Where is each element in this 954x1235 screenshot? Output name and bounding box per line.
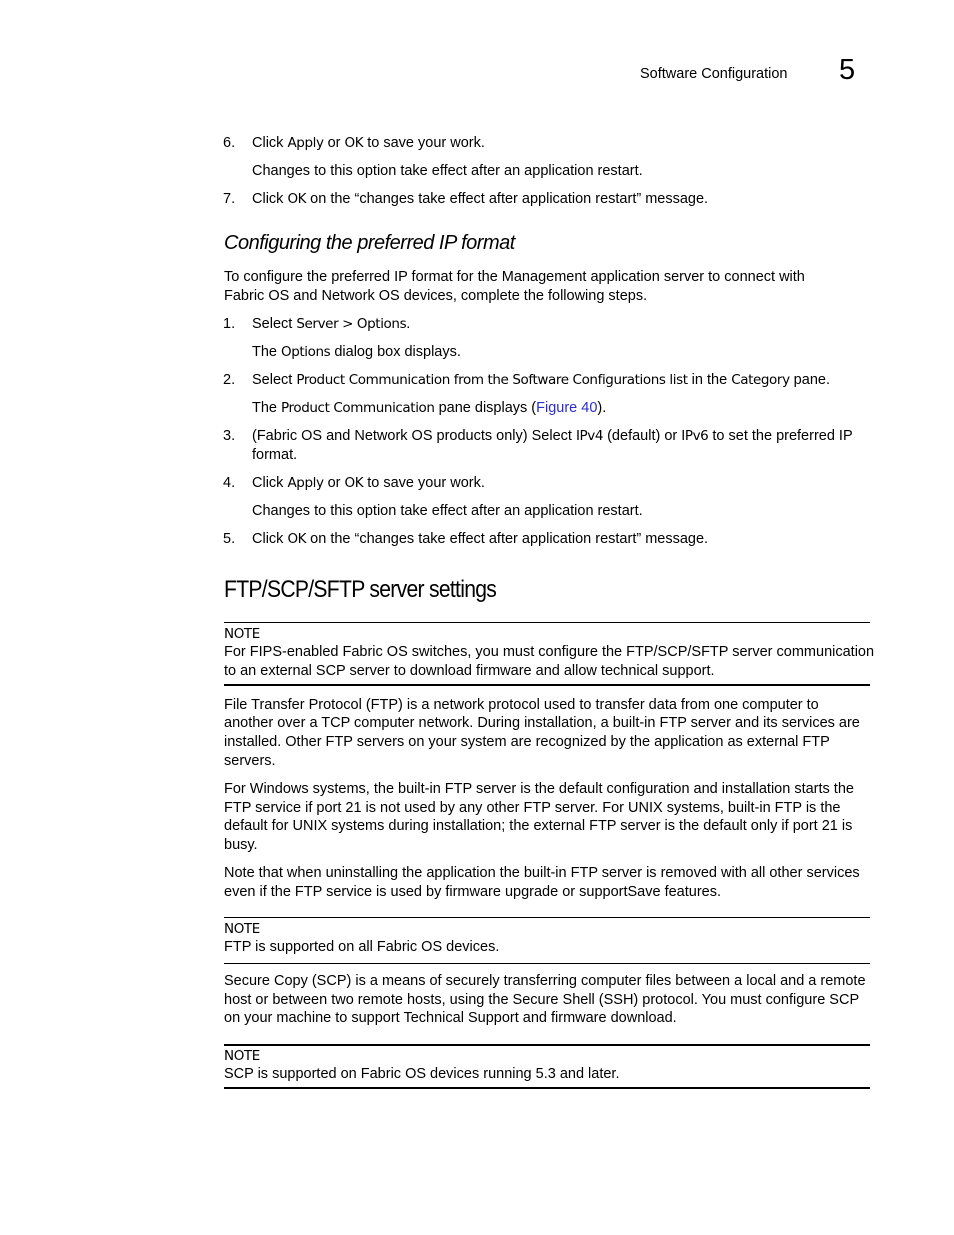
step-number: 5. [223, 531, 236, 547]
ipv6-ui-label: IPv6 [681, 428, 709, 444]
step-number: 7. [223, 191, 236, 207]
step-number: 6. [223, 135, 236, 151]
apply-ui-label: Apply [287, 135, 324, 151]
category-ui-label: Category [731, 372, 790, 388]
ftp-paragraph-line: installed. Other FTP servers on your system are recognized by the application as external FTP [224, 734, 830, 750]
scp-paragraph-line: Secure Copy (SCP) is a means of securely transferring computer files between a local and a remote [224, 973, 866, 989]
note-label: NOTE [224, 626, 260, 642]
server-options-menu-label: Server > Options [296, 316, 407, 332]
note-scp-support [224, 1044, 870, 1092]
section-heading-ip-format: Configuring the preferred IP format [224, 232, 515, 254]
note-text-line: to an external SCP server to download firmware and allow technical support. [224, 663, 715, 679]
ipv4-ui-label: IPv4 [575, 428, 604, 444]
ftp-paragraph-line: servers. [224, 753, 276, 769]
ftp-paragraph-line: another over a TCP computer network. During installation, a built-in FTP server and its services are [224, 715, 860, 731]
note-fips [224, 622, 875, 688]
scp-paragraph-line: on your machine to support Technical Support and firmware download. [224, 1010, 677, 1026]
ok-ui-label: OK [287, 531, 307, 547]
chapter-number: 5 [839, 54, 856, 86]
note-text-line: SCP is supported on Fabric OS devices running 5.3 and later. [224, 1066, 620, 1082]
note-text-line: FTP is supported on all Fabric OS devices. [224, 939, 500, 955]
product-communication-ui-label: Product Communication [281, 400, 435, 416]
ok-ui-label: OK [344, 475, 364, 491]
step-number: 1. [223, 316, 236, 332]
apply-ui-label: Apply [287, 475, 324, 491]
windows-paragraph-line: For Windows systems, the built-in FTP server is the default configuration and installation starts the [224, 781, 854, 797]
intro-paragraph-line: To configure the preferred IP format for the Management application server to connect with [224, 269, 805, 285]
section-heading-ftp: FTP/SCP/SFTP server settings [224, 576, 497, 603]
note-top-rule [224, 1044, 870, 1046]
ok-ui-label: OK [344, 135, 364, 151]
windows-paragraph-line: FTP service if port 21 is not used by any other FTP server. For UNIX systems, built-in FTP is the [224, 800, 841, 816]
note-text-line: For FIPS-enabled Fabric OS switches, you must configure the FTP/SCP/SFTP server communication [224, 644, 875, 660]
running-header-title: Software Configuration [640, 66, 788, 82]
figure-40-link[interactable]: Figure 40 [536, 400, 598, 416]
note-top-rule [224, 917, 870, 918]
note-bottom-rule [224, 963, 870, 964]
note-top-rule [224, 622, 870, 623]
product-communication-ui-label: Product Communication from the Software Configurations list [296, 372, 688, 388]
note-ftp-support [224, 917, 870, 967]
windows-paragraph-line: default for UNIX systems during installation; the external FTP server is the default only if port 21 is [224, 818, 853, 834]
options-ui-label: Options [281, 344, 331, 360]
step-number: 2. [223, 372, 236, 388]
note-label: NOTE [224, 1048, 260, 1064]
uninstall-paragraph-line: Note that when uninstalling the application the built-in FTP server is removed with all other services [224, 865, 860, 881]
note-bottom-rule [224, 1087, 870, 1089]
scp-paragraph-line: host or between two remote hosts, using the Secure Shell (SSH) protocol. You must configure SCP [224, 992, 860, 1008]
intro-paragraph-line: Fabric OS and Network OS devices, complete the following steps. [224, 288, 648, 304]
ftp-paragraph-line: File Transfer Protocol (FTP) is a network protocol used to transfer data from one computer to [224, 697, 819, 713]
windows-paragraph-line: busy. [224, 837, 258, 853]
note-label: NOTE [224, 921, 260, 937]
step-number: 3. [223, 428, 236, 444]
step-number: 4. [223, 475, 236, 491]
note-bottom-rule [224, 684, 870, 686]
uninstall-paragraph-line: even if the FTP service is used by firmware upgrade or supportSave features. [224, 884, 722, 900]
ok-ui-label: OK [287, 191, 307, 207]
